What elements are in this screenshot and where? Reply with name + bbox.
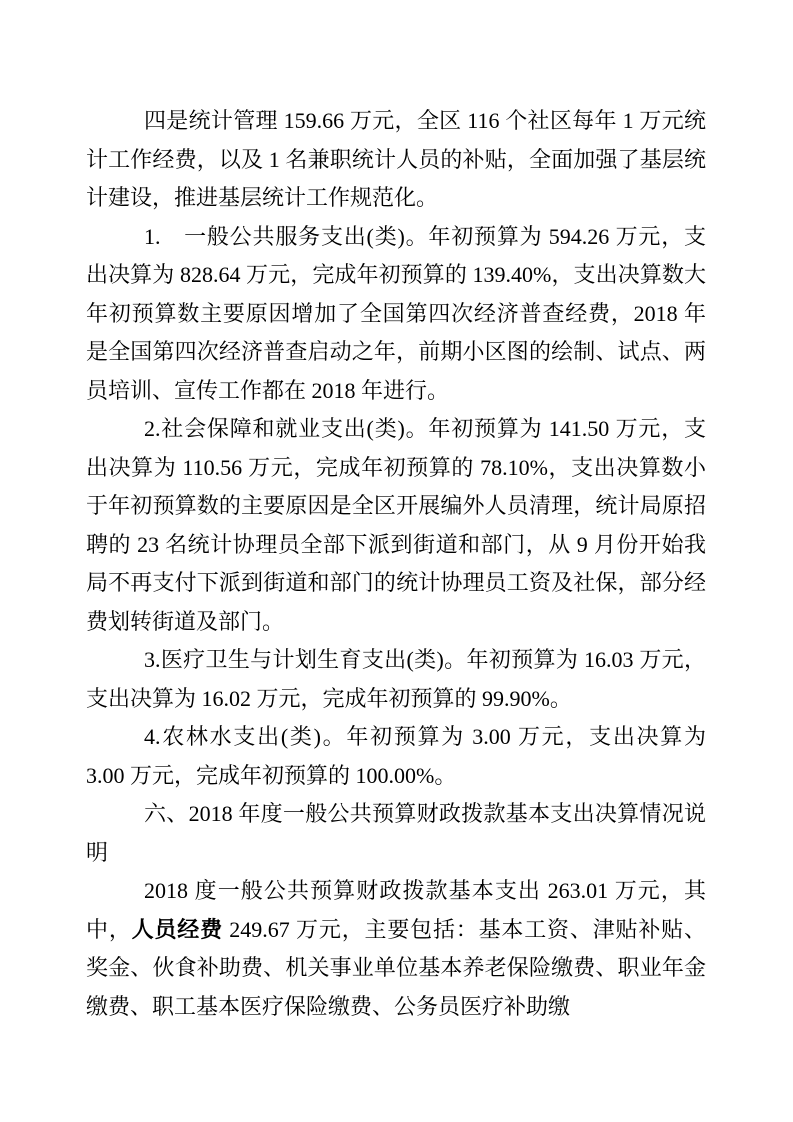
paragraph-statistics-management: 四是统计管理 159.66 万元，全区 116 个社区每年 1 万元统计工作经费，以及 1 名兼职统计人员的补贴，全面加强了基层统计建设，推进基层统计工作规范化。 xyxy=(86,108,706,210)
document-content xyxy=(86,102,706,1026)
heading-section-six: 六、2018 年度一般公共预算财政拨款基本支出决算情况说明 xyxy=(86,801,706,865)
paragraph-agriculture-forestry-water-expenditure: 4.农林水支出(类)。年初预算为 3.00 万元，支出决算为 3.00 万元，完成年初预算的 100.00%。 xyxy=(86,724,706,788)
paragraph-medical-health-expenditure: 3.医疗卫生与计划生育支出(类)。年初预算为 16.03 万元，支出决算为 16.02 万元，完成年初预算的 99.90%。 xyxy=(86,647,706,711)
basic-expenditure-tail-text: 249.67 万元，主要包括：基本工资、津贴补贴、奖金、伙食补助费、机关事业单位基本养老保险缴费、职业年金缴费、职工基本医疗保险缴费、公务员医疗补助缴 xyxy=(86,916,706,1019)
paragraph-general-public-service-expenditure: 1. 一般公共服务支出(类)。年初预算为 594.26 万元，支出决算为 828.64 万元，完成年初预算的 139.40%，支出决算数大年初预算数主要原因增加了全国第四次经济普查经费，2018 年是全国第四次经济普查启动之年，前期小区图的绘制、试点、两员培训、宣传工作都在 2018 年进行。 xyxy=(86,223,706,403)
basic-expenditure-lead-text: 2018 度一般公共预算财政拨款基本支出 263.01 万元，其中， xyxy=(86,878,706,942)
personnel-funds-bold-text: 人员经费 xyxy=(131,916,223,942)
paragraph-basic-expenditure-detail xyxy=(86,872,706,1026)
paragraph-social-security-employment-expenditure: 2.社会保障和就业支出(类)。年初预算为 141.50 万元，支出决算为 110.56 万元，完成年初预算的 78.10%，支出决算数小于年初预算数的主要原因是全区开展编外人员清理，统计局原招聘的 23 名统计协理员全部下派到街道和部门，从 9 月份开始我局不再支付下派到街道和部门的统计协理员工资及社保，部分经费划转街道及部门。 xyxy=(86,416,706,634)
